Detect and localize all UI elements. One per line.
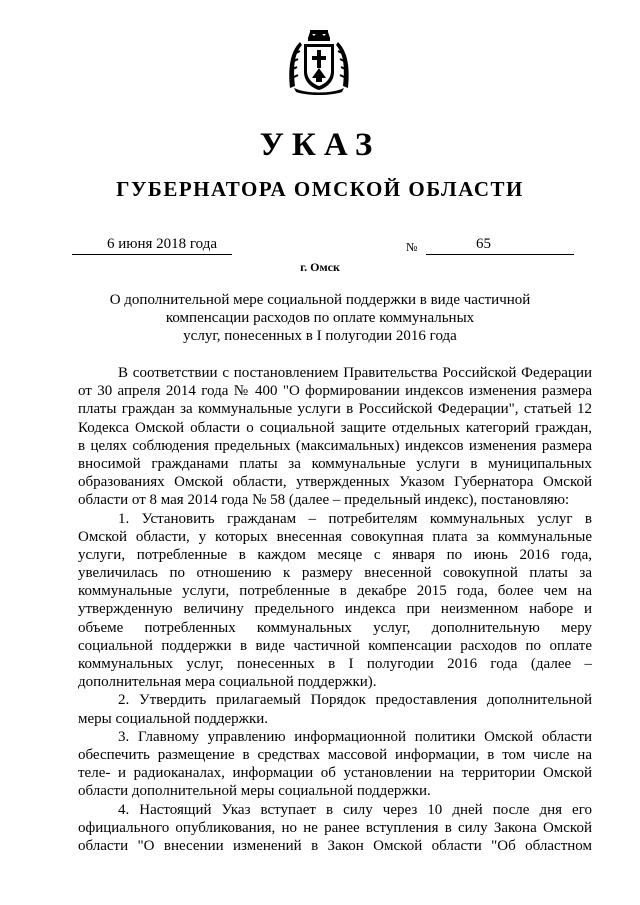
- body-line: В соответствии с постановлением Правительства Российской Федерации: [118, 365, 592, 381]
- heading-line: компенсации расходов по оплате коммунальных: [165, 310, 475, 327]
- document-heading: [60, 291, 580, 346]
- number-label: №: [406, 240, 418, 254]
- body-line: 4. Настоящий Указ вступает в силу через 10 дней после дня его: [118, 801, 592, 818]
- body-line: в целях соблюдения предельных (максимальных) индексов изменения размера: [78, 437, 592, 454]
- document-date: 6 июня 2018 года: [72, 234, 232, 255]
- body-line: обеспечить размещение в средствах массовой информации, в том числе на: [78, 746, 592, 763]
- heading-line: О дополнительной мере социальной поддержки в виде частичной: [109, 292, 531, 308]
- body-line: объеме потребленных коммунальных услуг, дополнительную меру: [78, 619, 592, 636]
- body-line: платы граждан за коммунальные услуги в Российской Федерации", статьей 12: [78, 401, 592, 418]
- document-body: [78, 364, 592, 855]
- body-line: от 30 апреля 2014 года № 400 "О формировании индексов изменения размера: [78, 383, 592, 400]
- body-line: меры социальной поддержки.: [78, 710, 269, 727]
- body-line: 3. Главному управлению информационной политики Омской области: [118, 728, 592, 745]
- body-line: 2. Утвердить прилагаемый Порядок предоставления дополнительной: [118, 692, 592, 709]
- body-line: коммунальные услуги, потребленные в декабре 2015 года, более чем на: [78, 583, 592, 600]
- issuer-title: ГУБЕРНАТОРА ОМСКОЙ ОБЛАСТИ: [116, 177, 524, 201]
- heading-line: услуг, понесенных в I полугодии 2016 года: [183, 328, 457, 345]
- body-line: области "О внесении изменений в Закон Омской области "Об областном: [78, 837, 592, 854]
- body-line: Омской области, у которых внесенная совокупная плата за коммунальные: [78, 528, 592, 545]
- body-line: вносимой гражданами платы за коммунальные услуги в муниципальных: [78, 455, 592, 472]
- body-line: социальной поддержки в виде частичной компенсации расходов по оплате: [78, 637, 592, 654]
- body-line: утвержденную величину предельного индекса при неизменном наборе и: [78, 601, 592, 618]
- body-line: области дополнительной меры социальной поддержки.: [78, 783, 431, 800]
- body-line: теле- и радиоканалах, информации об установлении на территории Омской: [78, 765, 592, 782]
- body-line: дополнительная мера социальной поддержки).: [78, 674, 377, 691]
- body-line: образованиях Омской области, утвержденных Указом Губернатора Омской: [78, 474, 592, 491]
- body-line: области от 8 мая 2014 года № 58 (далее – предельный индекс), постановляю:: [78, 492, 570, 509]
- body-line: официального опубликования, но не ранее вступления в силу Закона Омской: [78, 819, 592, 836]
- body-line: 1. Установить гражданам – потребителям коммунальных услуг в: [118, 510, 592, 527]
- body-line: Кодекса Омской области о социальной защите отдельных категорий граждан,: [78, 419, 592, 436]
- document-type-title: УКАЗ: [259, 127, 381, 163]
- body-line: услуги, потребленные в каждом месяце с января по июнь 2016 года,: [78, 546, 592, 563]
- city-name: г. Омск: [300, 260, 340, 274]
- document-number: 65: [426, 234, 574, 255]
- omsk-coat-of-arms-icon: [286, 28, 352, 96]
- body-line: увеличилась по отношению к размеру внесенной совокупной платы за: [78, 565, 592, 582]
- body-line: коммунальных услуг, понесенных в I полугодии 2016 года (далее –: [78, 656, 592, 672]
